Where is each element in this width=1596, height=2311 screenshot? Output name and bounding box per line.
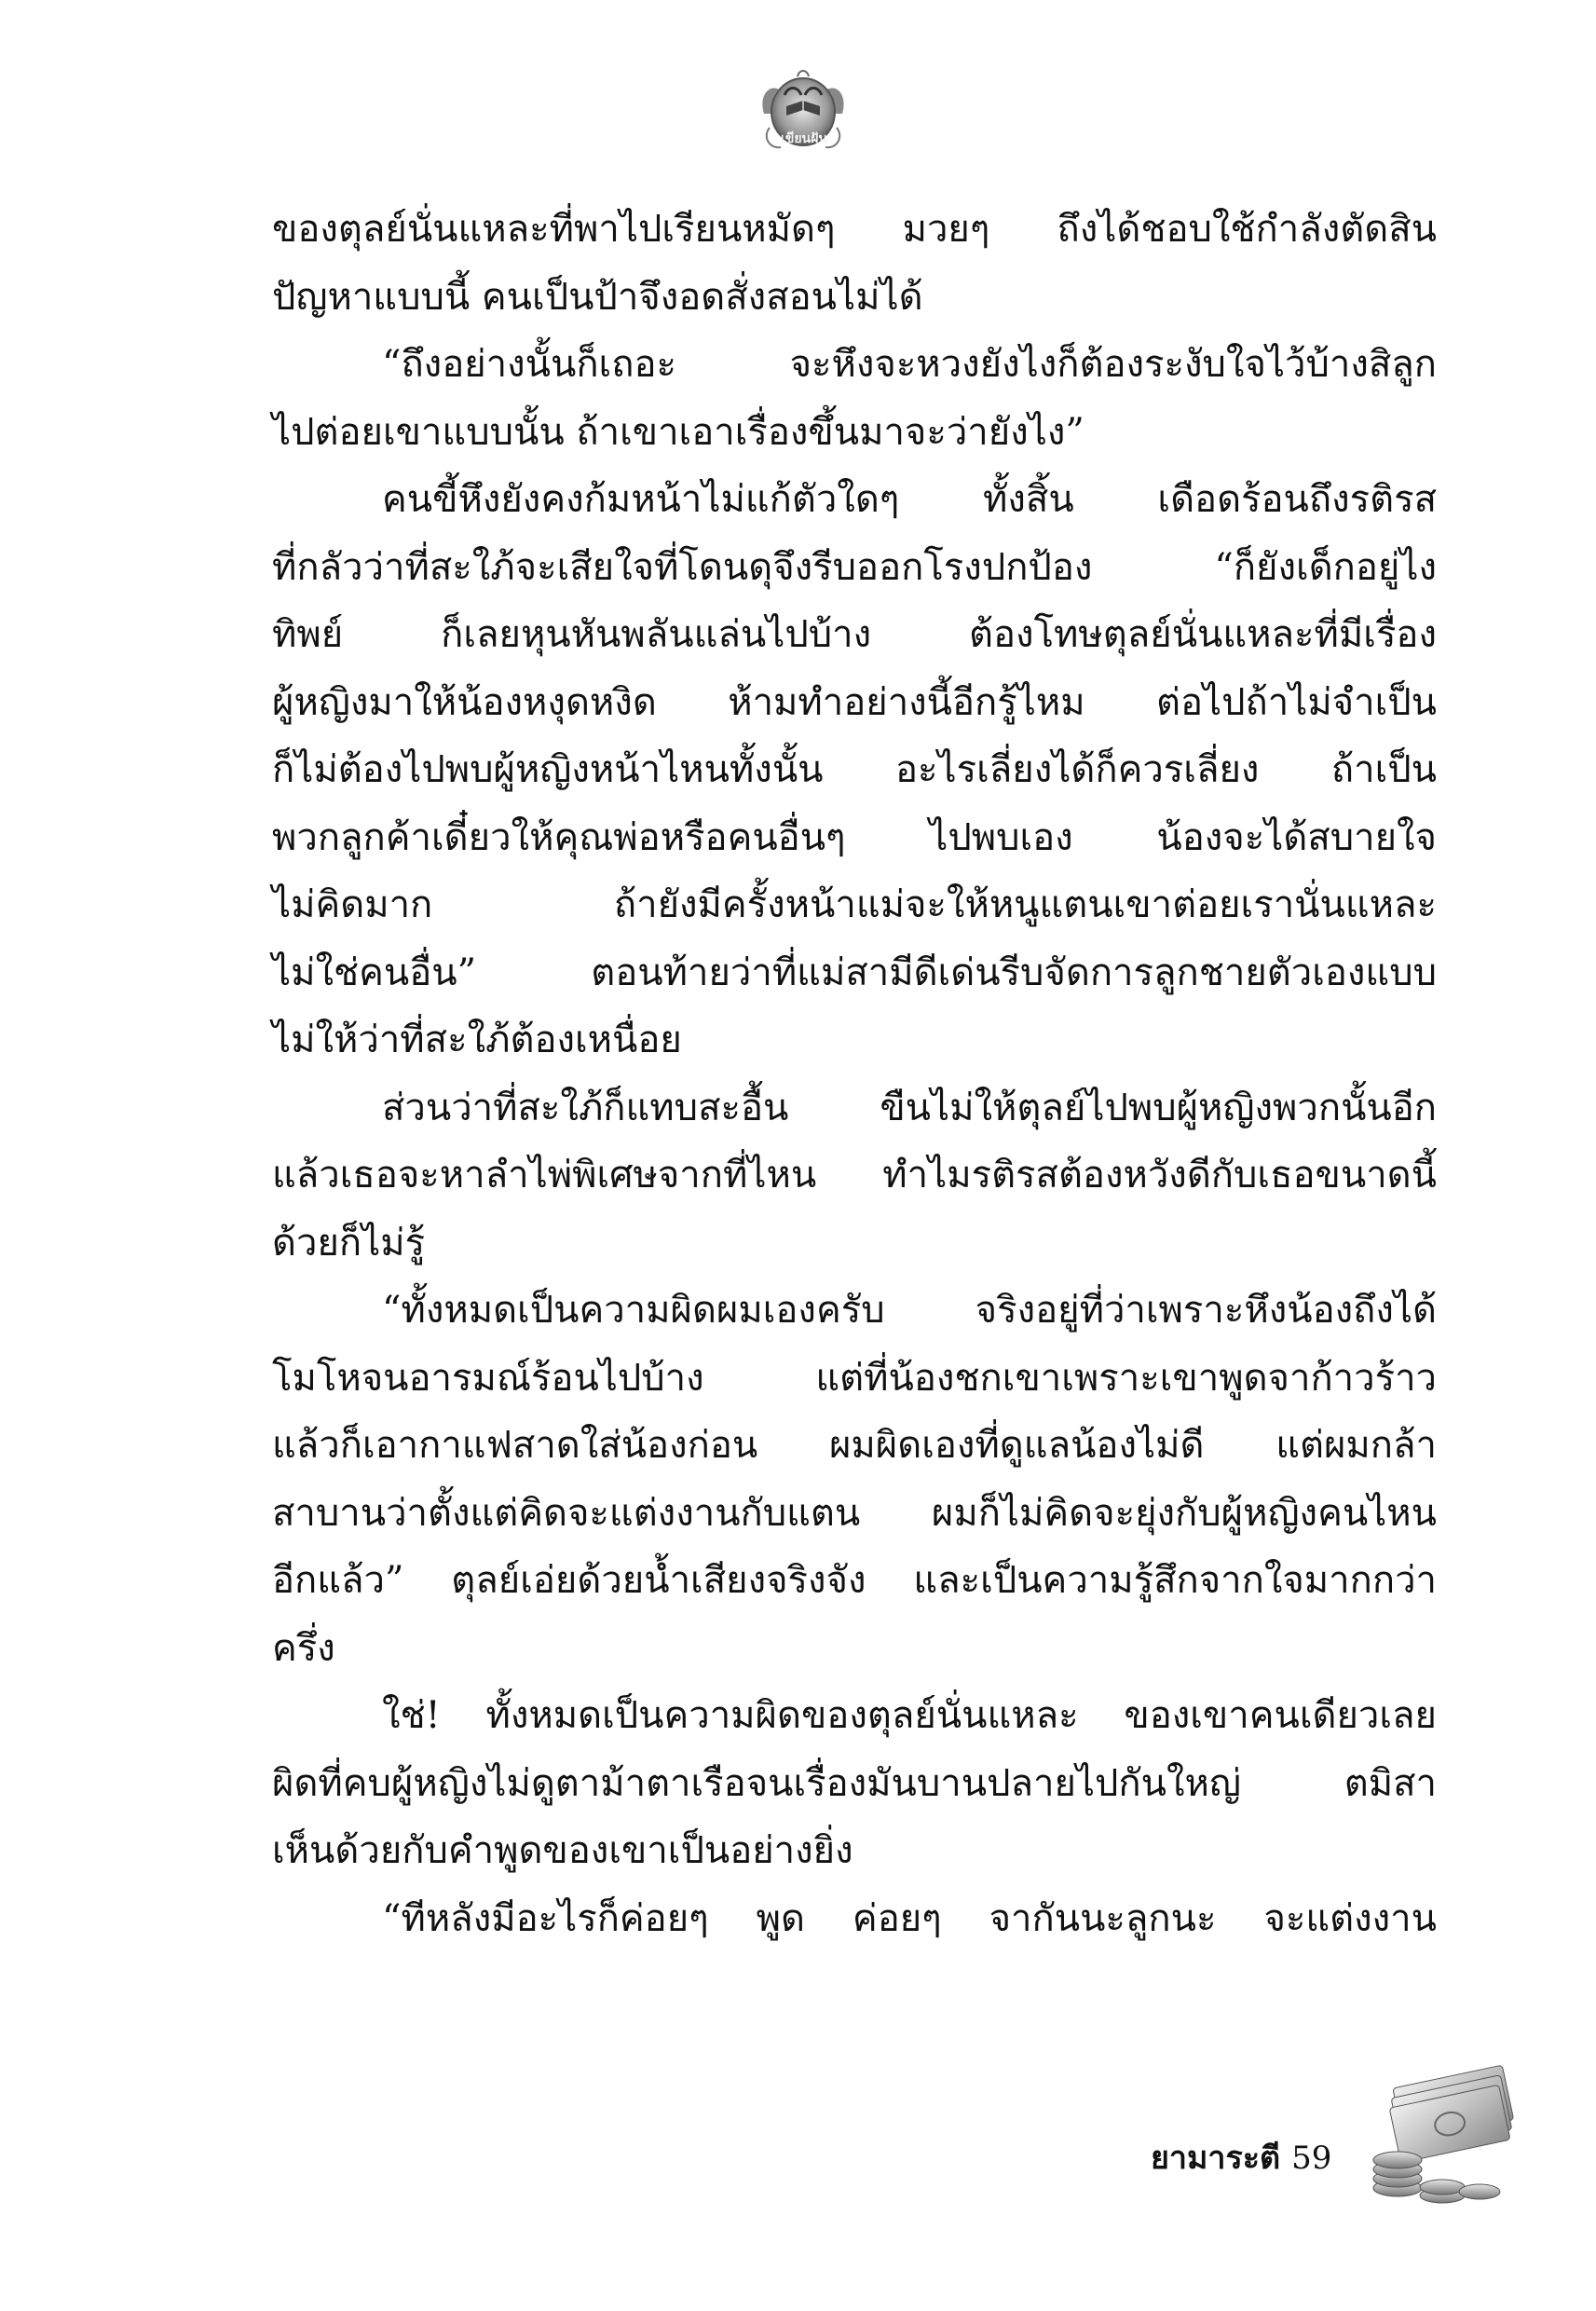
text-line: อีกแล้ว” ตุลย์เอ่ยด้วยน้ำเสียงจริงจัง และเป็นความรู้สึกจากใจมากกว่า xyxy=(272,1559,1437,1602)
text-line: โมโหจนอารมณ์ร้อนไปบ้าง แต่ที่น้องชกเขาเพราะเขาพูดจาก้าวร้าว xyxy=(272,1356,1437,1400)
text-line: ไปต่อยเขาแบบนั้น ถ้าเขาเอาเรื่องขึ้นมาจะว่ายังไง” xyxy=(272,410,1084,454)
text-line: ส่วนว่าที่สะใภ้ก็แทบสะอื้น ขืนไม่ให้ตุลย์ไปพบผู้หญิงพวกนั้นอีก xyxy=(382,1086,1437,1129)
text-line: ใช่! ทั้งหมดเป็นความผิดของตุลย์นั่นแหละ ของเขาคนเดียวเลย xyxy=(382,1694,1437,1737)
text-line: ครึ่ง xyxy=(272,1626,335,1670)
text-line: ไม่คิดมาก ถ้ายังมีครั้งหน้าแม่จะให้หนูแตนเขาต่อยเรานั่นแหละ xyxy=(272,883,1437,926)
text-line: สาบานว่าตั้งแต่คิดจะแต่งงานกับแตน ผมก็ไม่คิดจะยุ่งกับผู้หญิงคนไหน xyxy=(272,1491,1437,1535)
money-stack-coins-icon xyxy=(1360,2050,1523,2208)
decorative-book-crest-icon xyxy=(757,58,850,160)
text-line: ของตุลย์นั่นแหละที่พาไปเรียนหมัดๆ มวยๆ ถึงได้ชอบใช้กำลังตัดสิน xyxy=(272,208,1437,251)
body-text xyxy=(272,196,1437,1952)
text-line: เห็นด้วยกับคำพูดของเขาเป็นอย่างยิ่ง xyxy=(272,1829,853,1872)
text-line: “ถึงอย่างนั้นก็เถอะ จะหึงจะหวงยังไงก็ต้องระงับใจไว้บ้างสิลูก xyxy=(382,343,1437,386)
text-line: แล้วเธอจะหาลำไพ่พิเศษจากที่ไหน ทำไมรติรสต้องหวังดีกับเธอขนาดนี้ xyxy=(272,1154,1437,1197)
text-line: ผิดที่คบผู้หญิงไม่ดูตาม้าตาเรือจนเรื่องมันบานปลายไปกันใหญ่ ตมิสา xyxy=(272,1761,1437,1805)
text-line: ปัญหาแบบนี้ คนเป็นป้าจึงอดสั่งสอนไม่ได้ xyxy=(272,275,923,319)
text-line: ไม่ใช่คนอื่น” ตอนท้ายว่าที่แม่สามีดีเด่นรีบจัดการลูกชายตัวเองแบบ xyxy=(272,950,1437,994)
text-line: ทิพย์ ก็เลยหุนหันพลันแล่นไปบ้าง ต้องโทษตุลย์นั่นแหละที่มีเรื่อง xyxy=(272,613,1437,656)
page-number: 59 xyxy=(1291,2140,1332,2177)
text-line: ผู้หญิงมาให้น้องหงุดหงิด ห้ามทำอย่างนี้อีกรู้ไหม ต่อไปถ้าไม่จำเป็น xyxy=(272,680,1437,724)
text-line: “ทั้งหมดเป็นความผิดผมเองครับ จริงอยู่ที่ว่าเพราะหึงน้องถึงได้ xyxy=(382,1289,1437,1332)
text-line: คนขี้หึงยังคงก้มหน้าไม่แก้ตัวใดๆ ทั้งสิ้น เดือดร้อนถึงรติรส xyxy=(382,478,1437,521)
text-line: พวกลูกค้าเดี๋ยวให้คุณพ่อหรือคนอื่นๆ ไปพบเอง น้องจะได้สบายใจ xyxy=(272,815,1437,859)
text-line: ก็ไม่ต้องไปพบผู้หญิงหน้าไหนทั้งนั้น อะไรเลี่ยงได้ก็ควรเลี่ยง ถ้าเป็น xyxy=(272,748,1437,791)
logo-text: เขียนฝัน xyxy=(781,131,827,146)
page-footer xyxy=(1151,2132,1331,2182)
text-line: ด้วยก็ไม่รู้ xyxy=(272,1221,426,1265)
text-line: ที่กลัวว่าที่สะใภ้จะเสียใจที่โดนดุจึงรีบออกโรงปกป้อง “ก็ยังเด็กอยู่ไง xyxy=(272,545,1437,589)
text-line: แล้วก็เอากาแฟสาดใส่น้องก่อน ผมผิดเองที่ดูแลน้องไม่ดี แต่ผมกล้า xyxy=(272,1424,1437,1467)
text-line: “ทีหลังมีอะไรก็ค่อยๆ พูด ค่อยๆ จากันนะลูกนะ จะแต่งงาน xyxy=(382,1896,1437,1940)
book-title: ยามาระตี xyxy=(1151,2140,1281,2177)
text-line: ไม่ให้ว่าที่สะใภ้ต้องเหนื่อย xyxy=(272,1019,682,1061)
